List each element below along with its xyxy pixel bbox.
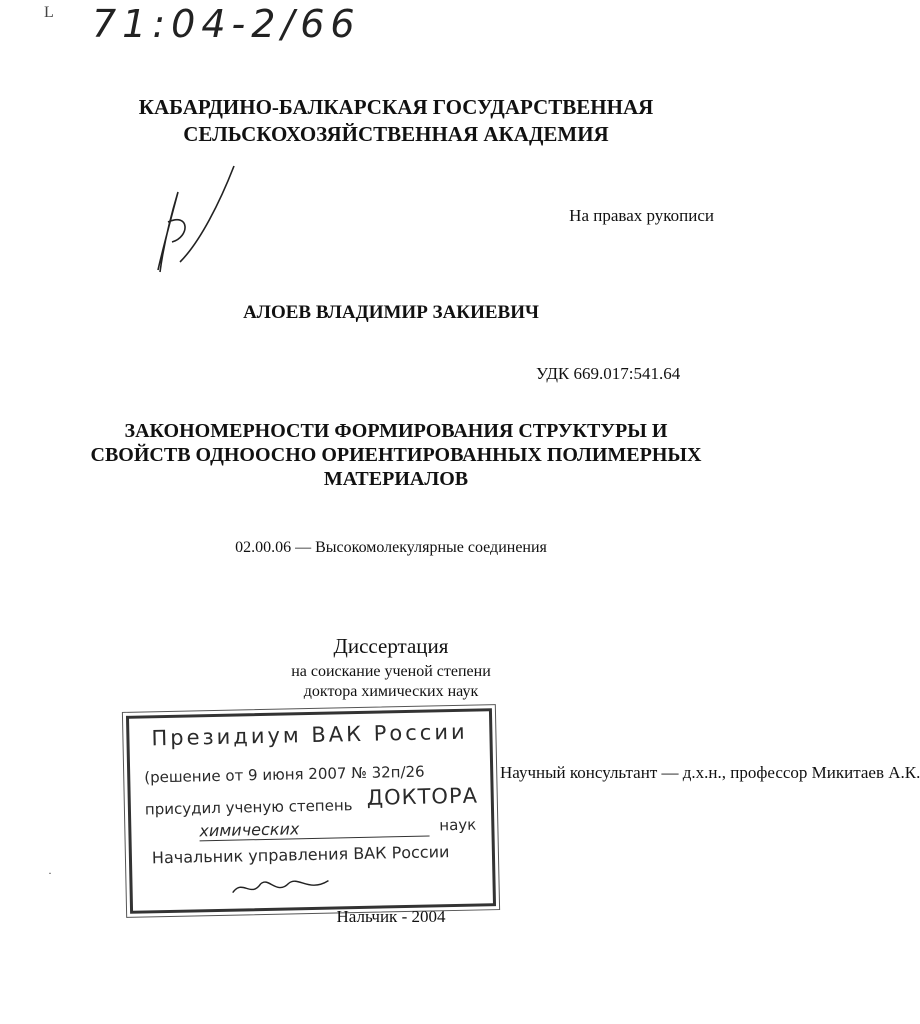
udk-code: УДК 669.017:541.64 <box>536 364 681 383</box>
author-name: АЛОЕВ ВЛАДИМИР ЗАКИЕВИЧ <box>243 302 539 323</box>
degree-line-2: доктора химических наук <box>303 683 479 700</box>
dissertation-title <box>0 419 792 491</box>
stamp-field: химических <box>199 817 429 842</box>
title-line-1: ЗАКОНОМЕРНОСТИ ФОРМИРОВАНИЯ СТРУКТУРЫ И <box>124 420 668 442</box>
degree-sought <box>0 662 782 702</box>
corner-mark: L <box>44 4 54 21</box>
dissertation-label: Диссертация <box>333 634 449 658</box>
degree-line-1: на соискание ученой степени <box>291 663 491 680</box>
title-line-2: СВОЙСТВ ОДНООСНО ОРИЕНТИРОВАННЫХ ПОЛИМЕРНЫХ <box>90 444 702 466</box>
archive-code: 71:04-2/66 <box>92 2 361 46</box>
stamp-degree: ДОКТОРА <box>366 783 479 810</box>
stamp-head: Начальник управления ВАК России <box>151 842 450 868</box>
stamp-awarded: присудил ученую степень <box>144 796 353 819</box>
signature-mark <box>150 162 240 277</box>
city-year: Нальчик - 2004 <box>336 907 446 926</box>
title-line-3: МАТЕРИАЛОВ <box>323 468 469 490</box>
stamp-title: Президиум ВАК России <box>151 719 468 751</box>
manuscript-rights: На правах рукописи <box>569 206 714 225</box>
stamp-nauk: наук <box>439 815 477 835</box>
scientific-advisor: Научный консультант — д.х.н., профессор Микитаев А.К. <box>500 763 920 782</box>
specialty: 02.00.06 — Высокомолекулярные соединения <box>235 539 547 556</box>
organization-name <box>0 94 792 148</box>
vak-stamp <box>126 708 496 914</box>
stamp-signature <box>228 872 339 900</box>
organization-line-2: СЕЛЬСКОХОЗЯЙСТВЕННАЯ АКАДЕМИЯ <box>183 122 609 146</box>
stamp-decision: (решение от 9 июня 2007 № 32п/26 <box>144 762 425 787</box>
margin-dot: · <box>48 866 52 880</box>
organization-line-1: КАБАРДИНО-БАЛКАРСКАЯ ГОСУДАРСТВЕННАЯ <box>138 95 654 119</box>
